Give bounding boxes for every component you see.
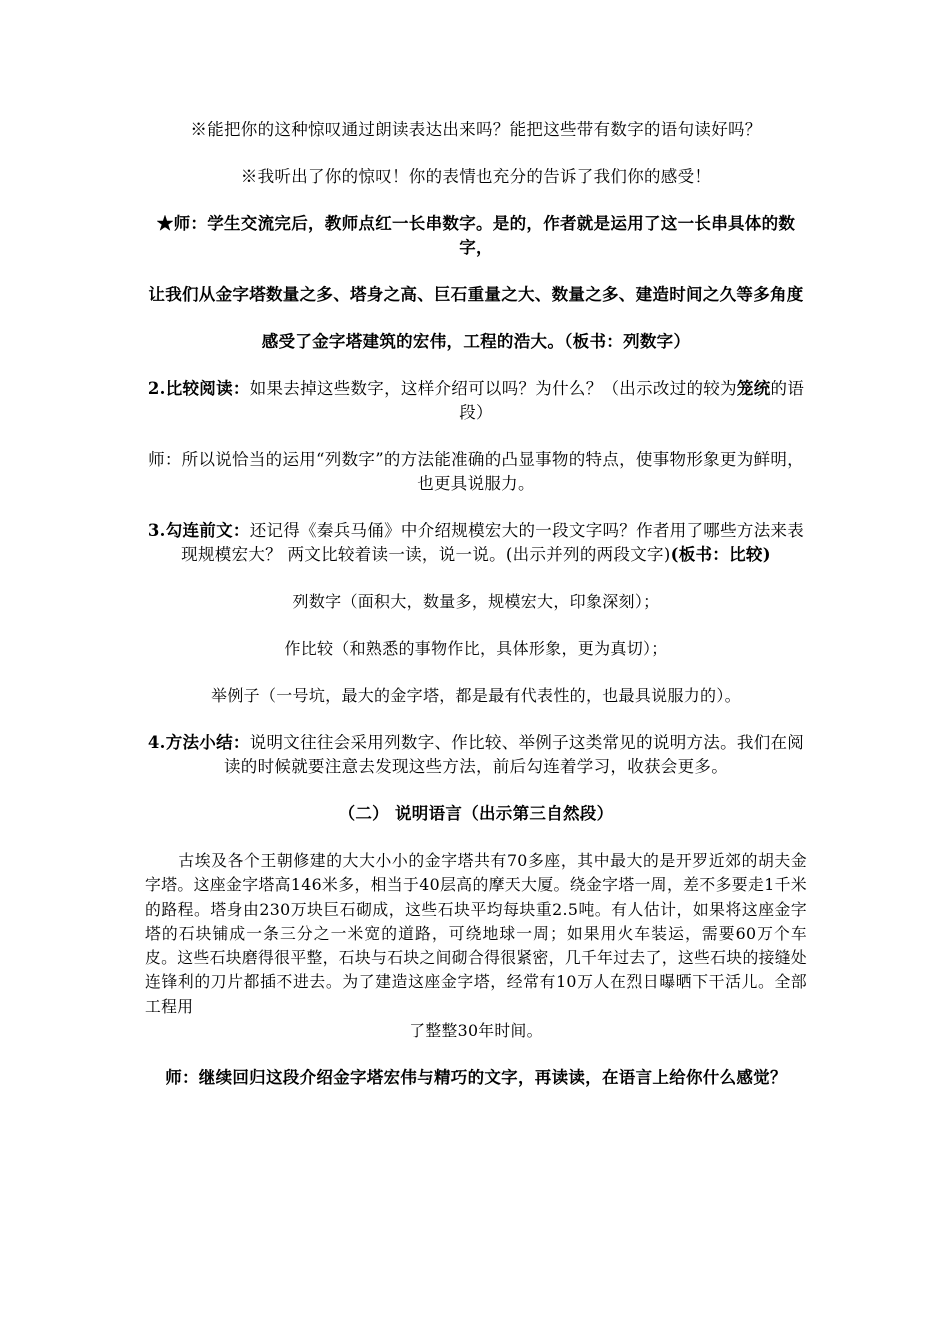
teacher-note-angles: 让我们从金字塔数量之多、塔身之高、巨石重量之大、数量之多、建造时间之久等多角度 (148, 285, 804, 304)
step-4-text: 说明文往往会采用列数字、作比较、举例子这类常见的说明方法。我们在阅读的时候就要注意去发现这些方法，前后勾连着学习，收获会更多。 (224, 733, 805, 776)
step-2-text: 如果去掉这些数字，这样介绍可以吗？为什么？（出示改过的较为 (249, 379, 737, 398)
prompt-read-aloud: ※能把你的这种惊叹通过朗读表达出来吗？能把这些带有数字的语句读好吗？ (190, 120, 762, 139)
step-2-tail: 的语段） (459, 379, 805, 422)
document-page (145, 118, 807, 1090)
step-3-heading: 3.勾连前文： (147, 521, 250, 540)
step-3-board-note: (板书：比较) (670, 545, 771, 564)
method-examples: 举例子（一号坑，最大的金字塔，都是最有代表性的，也最具说服力的）。 (211, 686, 741, 705)
step-4-summary (145, 731, 807, 779)
step-3-link-previous (145, 519, 807, 567)
teacher-note-numbers: ★师：学生交流完后，教师点红一长串数字。是的，作者就是运用了这一长串具体的数字， (156, 214, 796, 257)
teacher-question-language: 师：继续回归这段介绍金字塔宏伟与精巧的文字，再读读，在语言上给你什么感觉？ (165, 1068, 787, 1088)
method-comparison: 作比较（和熟悉的事物作比，具体形象，更为真切）； (284, 639, 668, 658)
step-3-text: 还记得《秦兵马俑》中介绍规模宏大的一段文字吗？作者用了哪些方法来表现规模宏大？ 两文比较着读一读，说一说。(出示并列的两段文字) (181, 521, 805, 564)
teacher-note-summary: 感受了金字塔建筑的宏伟，工程的浩大。（板书：列数字） (261, 332, 691, 351)
teacher-conclusion: 师：所以说恰当的运用“列数字”的方法能准确的凸显事物的特点，使事物形象更为鲜明，也更具说服力。 (148, 450, 804, 493)
pyramid-passage-main: 古埃及各个王朝修建的大大小小的金字塔共有70多座，其中最大的是开罗近郊的胡夫金字塔。这座金字塔高146米多，相当于40层高的摩天大厦。绕金字塔一周，差不多要走1千米的路程。塔身由230万块巨石砌成，这些石块平均每块重2.5吨。有人估计，如果将这座金字塔的石块铺成一条三分之一米宽的道路，可绕地球一周；如果用火车装运，需要60万个车皮。这些石块磨得很平整，石块与石块之间砌合得很紧密，几千年过去了，这些石块的接缝处连锋利的刀片都插不进去。为了建造这座金字塔，经常有10万人在烈日曝晒下干活儿。全部工程用 (145, 851, 807, 1016)
teacher-feedback: ※我听出了你的惊叹！你的表情也充分的告诉了我们你的感受！ (240, 167, 712, 186)
step-2-heading: 2.比较阅读： (147, 379, 250, 398)
section-heading-language: （二） 说明语言（出示第三自然段） (338, 804, 614, 823)
pyramid-passage-last-line: 了整整30年时间。 (409, 1021, 543, 1041)
step-2-bold-word: 笼统 (736, 379, 771, 398)
pyramid-passage (145, 849, 807, 1043)
method-list-numbers: 列数字（面积大，数量多，规模宏大，印象深刻）； (292, 592, 660, 611)
step-4-heading: 4.方法小结： (147, 733, 250, 752)
step-2-compare-reading (145, 377, 807, 425)
